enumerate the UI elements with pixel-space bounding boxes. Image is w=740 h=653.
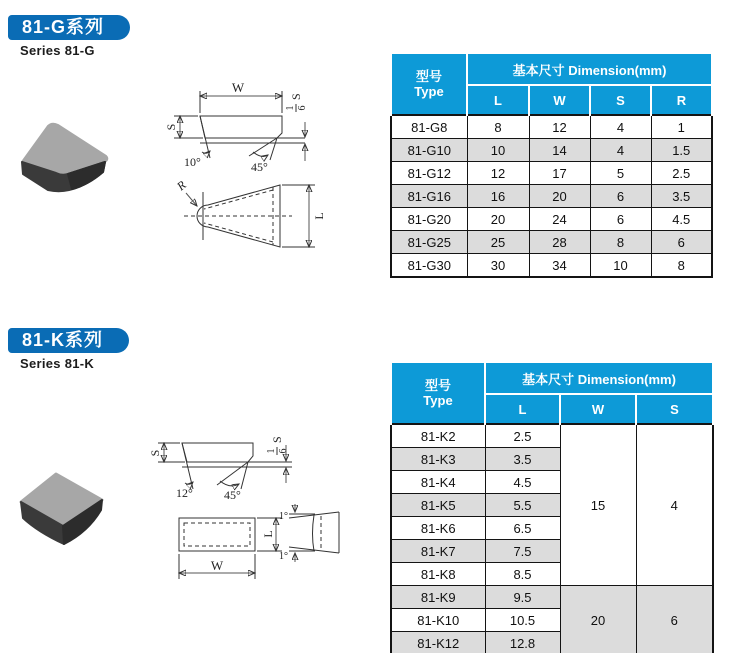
svg-text:S: S (148, 449, 162, 457)
series-g-subtitle: Series 81-G (20, 43, 95, 58)
svg-text:S: S (270, 436, 284, 443)
table-row (391, 185, 712, 208)
table-row (391, 162, 712, 185)
type-cell: 81-G30 (391, 254, 467, 278)
series-k-dimension-table (390, 361, 714, 653)
value-cell: 2.5 (651, 162, 712, 185)
series-g-dimension-table (390, 52, 713, 278)
svg-text:L: L (261, 530, 275, 538)
series-k-subtitle: Series 81-K (20, 356, 95, 371)
value-cell: 10 (590, 254, 651, 278)
table-row (391, 424, 713, 448)
value-cell: 6.5 (485, 517, 560, 540)
value-cell: 12 (467, 162, 529, 185)
table-row (391, 254, 712, 278)
series-k-bottom-view-drawing (143, 501, 348, 596)
value-cell: 3.5 (651, 185, 712, 208)
value-cell: 5.5 (485, 494, 560, 517)
svg-text:L: L (312, 212, 326, 220)
merged-value-cell: 20 (560, 586, 636, 653)
series-g-product-image (8, 112, 118, 207)
svg-text:1: 1 (266, 448, 277, 454)
type-header-en: Type (414, 84, 444, 99)
series-k-product-image (8, 458, 118, 553)
svg-text:10°: 10° (184, 155, 201, 169)
value-cell: 12.8 (485, 632, 560, 653)
type-cell: 81-K6 (391, 517, 485, 540)
table-row (391, 231, 712, 254)
column-header-w: W (560, 394, 636, 424)
type-column-header (391, 53, 467, 115)
value-cell: 5 (590, 162, 651, 185)
header-row (391, 362, 713, 394)
series-g-banner: 81-G系列 (8, 15, 130, 40)
table-row (391, 139, 712, 162)
value-cell: 4.5 (485, 471, 560, 494)
value-cell: 8 (467, 115, 529, 139)
value-cell: 4 (590, 115, 651, 139)
type-cell: 81-K12 (391, 632, 485, 653)
value-cell: 16 (467, 185, 529, 208)
value-cell: 12 (529, 115, 590, 139)
value-cell: 30 (467, 254, 529, 278)
value-cell: 4.5 (651, 208, 712, 231)
svg-text:45°: 45° (224, 488, 241, 502)
value-cell: 1.5 (651, 139, 712, 162)
value-cell: 6 (590, 208, 651, 231)
type-header-en: Type (423, 393, 453, 408)
header-row (391, 53, 712, 85)
svg-text:6: 6 (297, 105, 308, 111)
value-cell: 6 (651, 231, 712, 254)
svg-text:W: W (210, 558, 224, 573)
value-cell: 10 (467, 139, 529, 162)
column-header-s: S (590, 85, 651, 115)
series-k-banner: 81-K系列 (8, 328, 129, 353)
value-cell: 1 (651, 115, 712, 139)
svg-text:45°: 45° (251, 160, 268, 174)
column-header-l: L (485, 394, 560, 424)
svg-text:W: W (231, 80, 245, 95)
value-cell: 20 (467, 208, 529, 231)
value-cell: 10.5 (485, 609, 560, 632)
type-cell: 81-G25 (391, 231, 467, 254)
svg-text:12°: 12° (176, 486, 193, 500)
value-cell: 25 (467, 231, 529, 254)
column-header-w: W (529, 85, 590, 115)
dimension-table (390, 52, 713, 278)
value-cell: 6 (590, 185, 651, 208)
column-header-s: S (636, 394, 713, 424)
type-header-cn: 型号 (415, 69, 442, 84)
type-cell: 81-K4 (391, 471, 485, 494)
merged-value-cell: 15 (560, 424, 636, 586)
value-cell: 24 (529, 208, 590, 231)
value-cell: 17 (529, 162, 590, 185)
series-g-top-view-drawing (172, 176, 330, 256)
type-cell: 81-K8 (391, 563, 485, 586)
table-row (391, 208, 712, 231)
type-cell: 81-K10 (391, 609, 485, 632)
type-cell: 81-K5 (391, 494, 485, 517)
type-cell: 81-G8 (391, 115, 467, 139)
type-cell: 81-G10 (391, 139, 467, 162)
dimension-table (390, 361, 714, 653)
svg-text:1°: 1° (279, 551, 288, 562)
series-g-side-view-drawing (152, 80, 327, 180)
value-cell: 4 (590, 139, 651, 162)
value-cell: 14 (529, 139, 590, 162)
svg-text:6: 6 (278, 448, 289, 454)
svg-text:S: S (289, 93, 303, 100)
type-column-header (391, 362, 485, 424)
merged-value-cell: 6 (636, 586, 713, 653)
value-cell: 8.5 (485, 563, 560, 586)
type-cell: 81-K3 (391, 448, 485, 471)
value-cell: 34 (529, 254, 590, 278)
value-cell: 9.5 (485, 586, 560, 609)
type-cell: 81-K7 (391, 540, 485, 563)
svg-text:S: S (164, 123, 178, 131)
merged-value-cell: 4 (636, 424, 713, 586)
column-header-r: R (651, 85, 712, 115)
value-cell: 20 (529, 185, 590, 208)
value-cell: 2.5 (485, 424, 560, 448)
table-row (391, 586, 713, 609)
value-cell: 28 (529, 231, 590, 254)
value-cell: 8 (590, 231, 651, 254)
type-cell: 81-G20 (391, 208, 467, 231)
column-header-l: L (467, 85, 529, 115)
value-cell: 3.5 (485, 448, 560, 471)
type-cell: 81-G12 (391, 162, 467, 185)
svg-text:R: R (174, 177, 189, 194)
value-cell: 8 (651, 254, 712, 278)
svg-text:1: 1 (285, 105, 296, 111)
series-k-side-view-drawing (140, 425, 305, 510)
dimension-header: 基本尺寸 Dimension(mm) (485, 362, 713, 394)
value-cell: 7.5 (485, 540, 560, 563)
table-row (391, 115, 712, 139)
dimension-header: 基本尺寸 Dimension(mm) (467, 53, 712, 85)
type-header-cn: 型号 (424, 378, 451, 393)
type-cell: 81-K9 (391, 586, 485, 609)
type-cell: 81-G16 (391, 185, 467, 208)
svg-text:1°: 1° (279, 511, 288, 522)
type-cell: 81-K2 (391, 424, 485, 448)
